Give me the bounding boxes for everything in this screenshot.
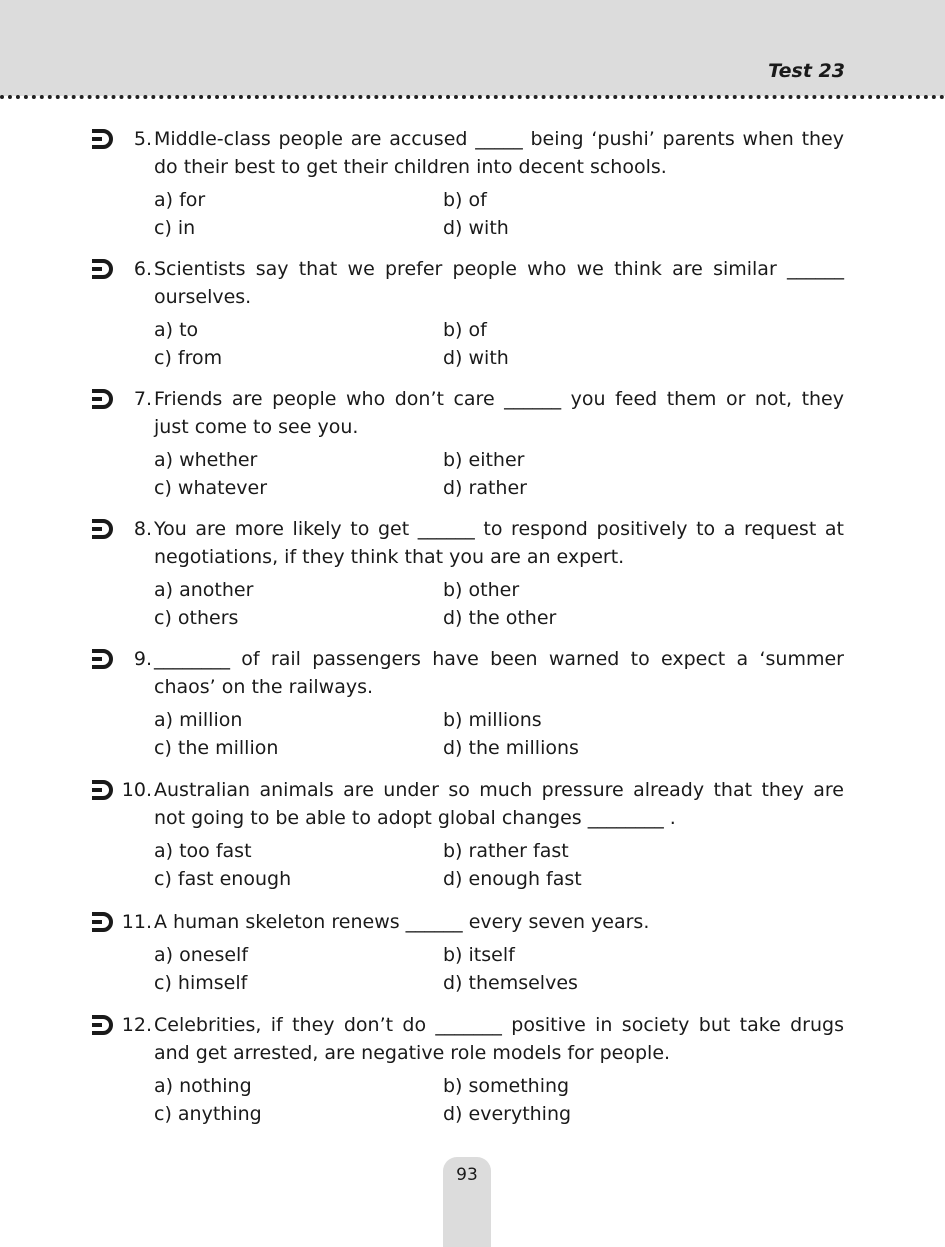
question-text — [154, 776, 844, 832]
option-c: c) himself — [154, 972, 248, 994]
question-line: Celebrities, if they don’t do _______ positive in society but take drugs — [154, 1014, 844, 1036]
dotted-divider — [0, 95, 945, 99]
question-number: 12. — [121, 1014, 152, 1036]
question-line: not going to be able to adopt global changes ________ . — [154, 807, 676, 829]
option-d: d) everything — [443, 1103, 572, 1125]
question-line: A human skeleton renews ______ every seven years. — [154, 911, 650, 933]
question-number: 7. — [133, 388, 152, 410]
option-b: b) millions — [443, 709, 542, 731]
option-d: d) the millions — [443, 737, 579, 759]
question-number: 6. — [133, 258, 152, 280]
option-a: a) too fast — [154, 840, 252, 862]
option-d: d) the other — [443, 607, 557, 629]
option-c: c) others — [154, 607, 239, 629]
test-label: Test 23 — [768, 60, 845, 82]
option-d: d) with — [443, 217, 509, 239]
option-b: b) itself — [443, 944, 515, 966]
option-a: a) to — [154, 319, 199, 341]
question-line: ourselves. — [154, 286, 252, 308]
question-line: Friends are people who don’t care ______ you feed them or not, they — [154, 388, 844, 410]
question-number: 9. — [133, 648, 152, 670]
question-line: chaos’ on the railways. — [154, 676, 374, 698]
option-c: c) the million — [154, 737, 279, 759]
option-c: c) anything — [154, 1103, 262, 1125]
option-c: c) whatever — [154, 477, 268, 499]
question-text — [154, 515, 844, 571]
question-text — [154, 908, 844, 936]
question-number: 10. — [121, 779, 152, 801]
question-line: You are more likely to get ______ to respond positively to a request at — [154, 518, 844, 540]
option-c: c) in — [154, 217, 196, 239]
option-b: b) rather fast — [443, 840, 569, 862]
question-number: 5. — [133, 128, 152, 150]
question-text — [154, 125, 844, 181]
option-d: d) rather — [443, 477, 527, 499]
question-line: Scientists say that we prefer people who we think are similar ______ — [154, 258, 844, 280]
option-c: c) from — [154, 347, 223, 369]
question-line: do their best to get their children into decent schools. — [154, 156, 667, 178]
question-line: Australian animals are under so much pressure already that they are — [154, 779, 844, 801]
option-a: a) million — [154, 709, 243, 731]
question-line: and get arrested, are negative role models for people. — [154, 1042, 671, 1064]
question-number: 11. — [121, 911, 152, 933]
option-a: a) nothing — [154, 1075, 252, 1097]
option-c: c) fast enough — [154, 868, 292, 890]
question-line: Middle-class people are accused _____ being ‘pushi’ parents when they — [154, 128, 844, 150]
question-text — [154, 645, 844, 701]
question-text — [154, 1011, 844, 1067]
question-line: negotiations, if they think that you are an expert. — [154, 546, 625, 568]
option-b: b) of — [443, 189, 487, 211]
option-a: a) for — [154, 189, 206, 211]
option-a: a) whether — [154, 449, 258, 471]
option-b: b) of — [443, 319, 487, 341]
option-d: d) enough fast — [443, 868, 582, 890]
option-b: b) other — [443, 579, 520, 601]
option-b: b) something — [443, 1075, 570, 1097]
question-number: 8. — [133, 518, 152, 540]
option-a: a) oneself — [154, 944, 249, 966]
option-b: b) either — [443, 449, 525, 471]
page-number: 93 — [456, 1165, 478, 1185]
question-line: just come to see you. — [154, 416, 359, 438]
question-line: ________ of rail passengers have been warned to expect a ‘summer — [154, 648, 844, 670]
option-d: d) with — [443, 347, 509, 369]
question-text — [154, 255, 844, 311]
option-a: a) another — [154, 579, 254, 601]
question-text — [154, 385, 844, 441]
option-d: d) themselves — [443, 972, 578, 994]
